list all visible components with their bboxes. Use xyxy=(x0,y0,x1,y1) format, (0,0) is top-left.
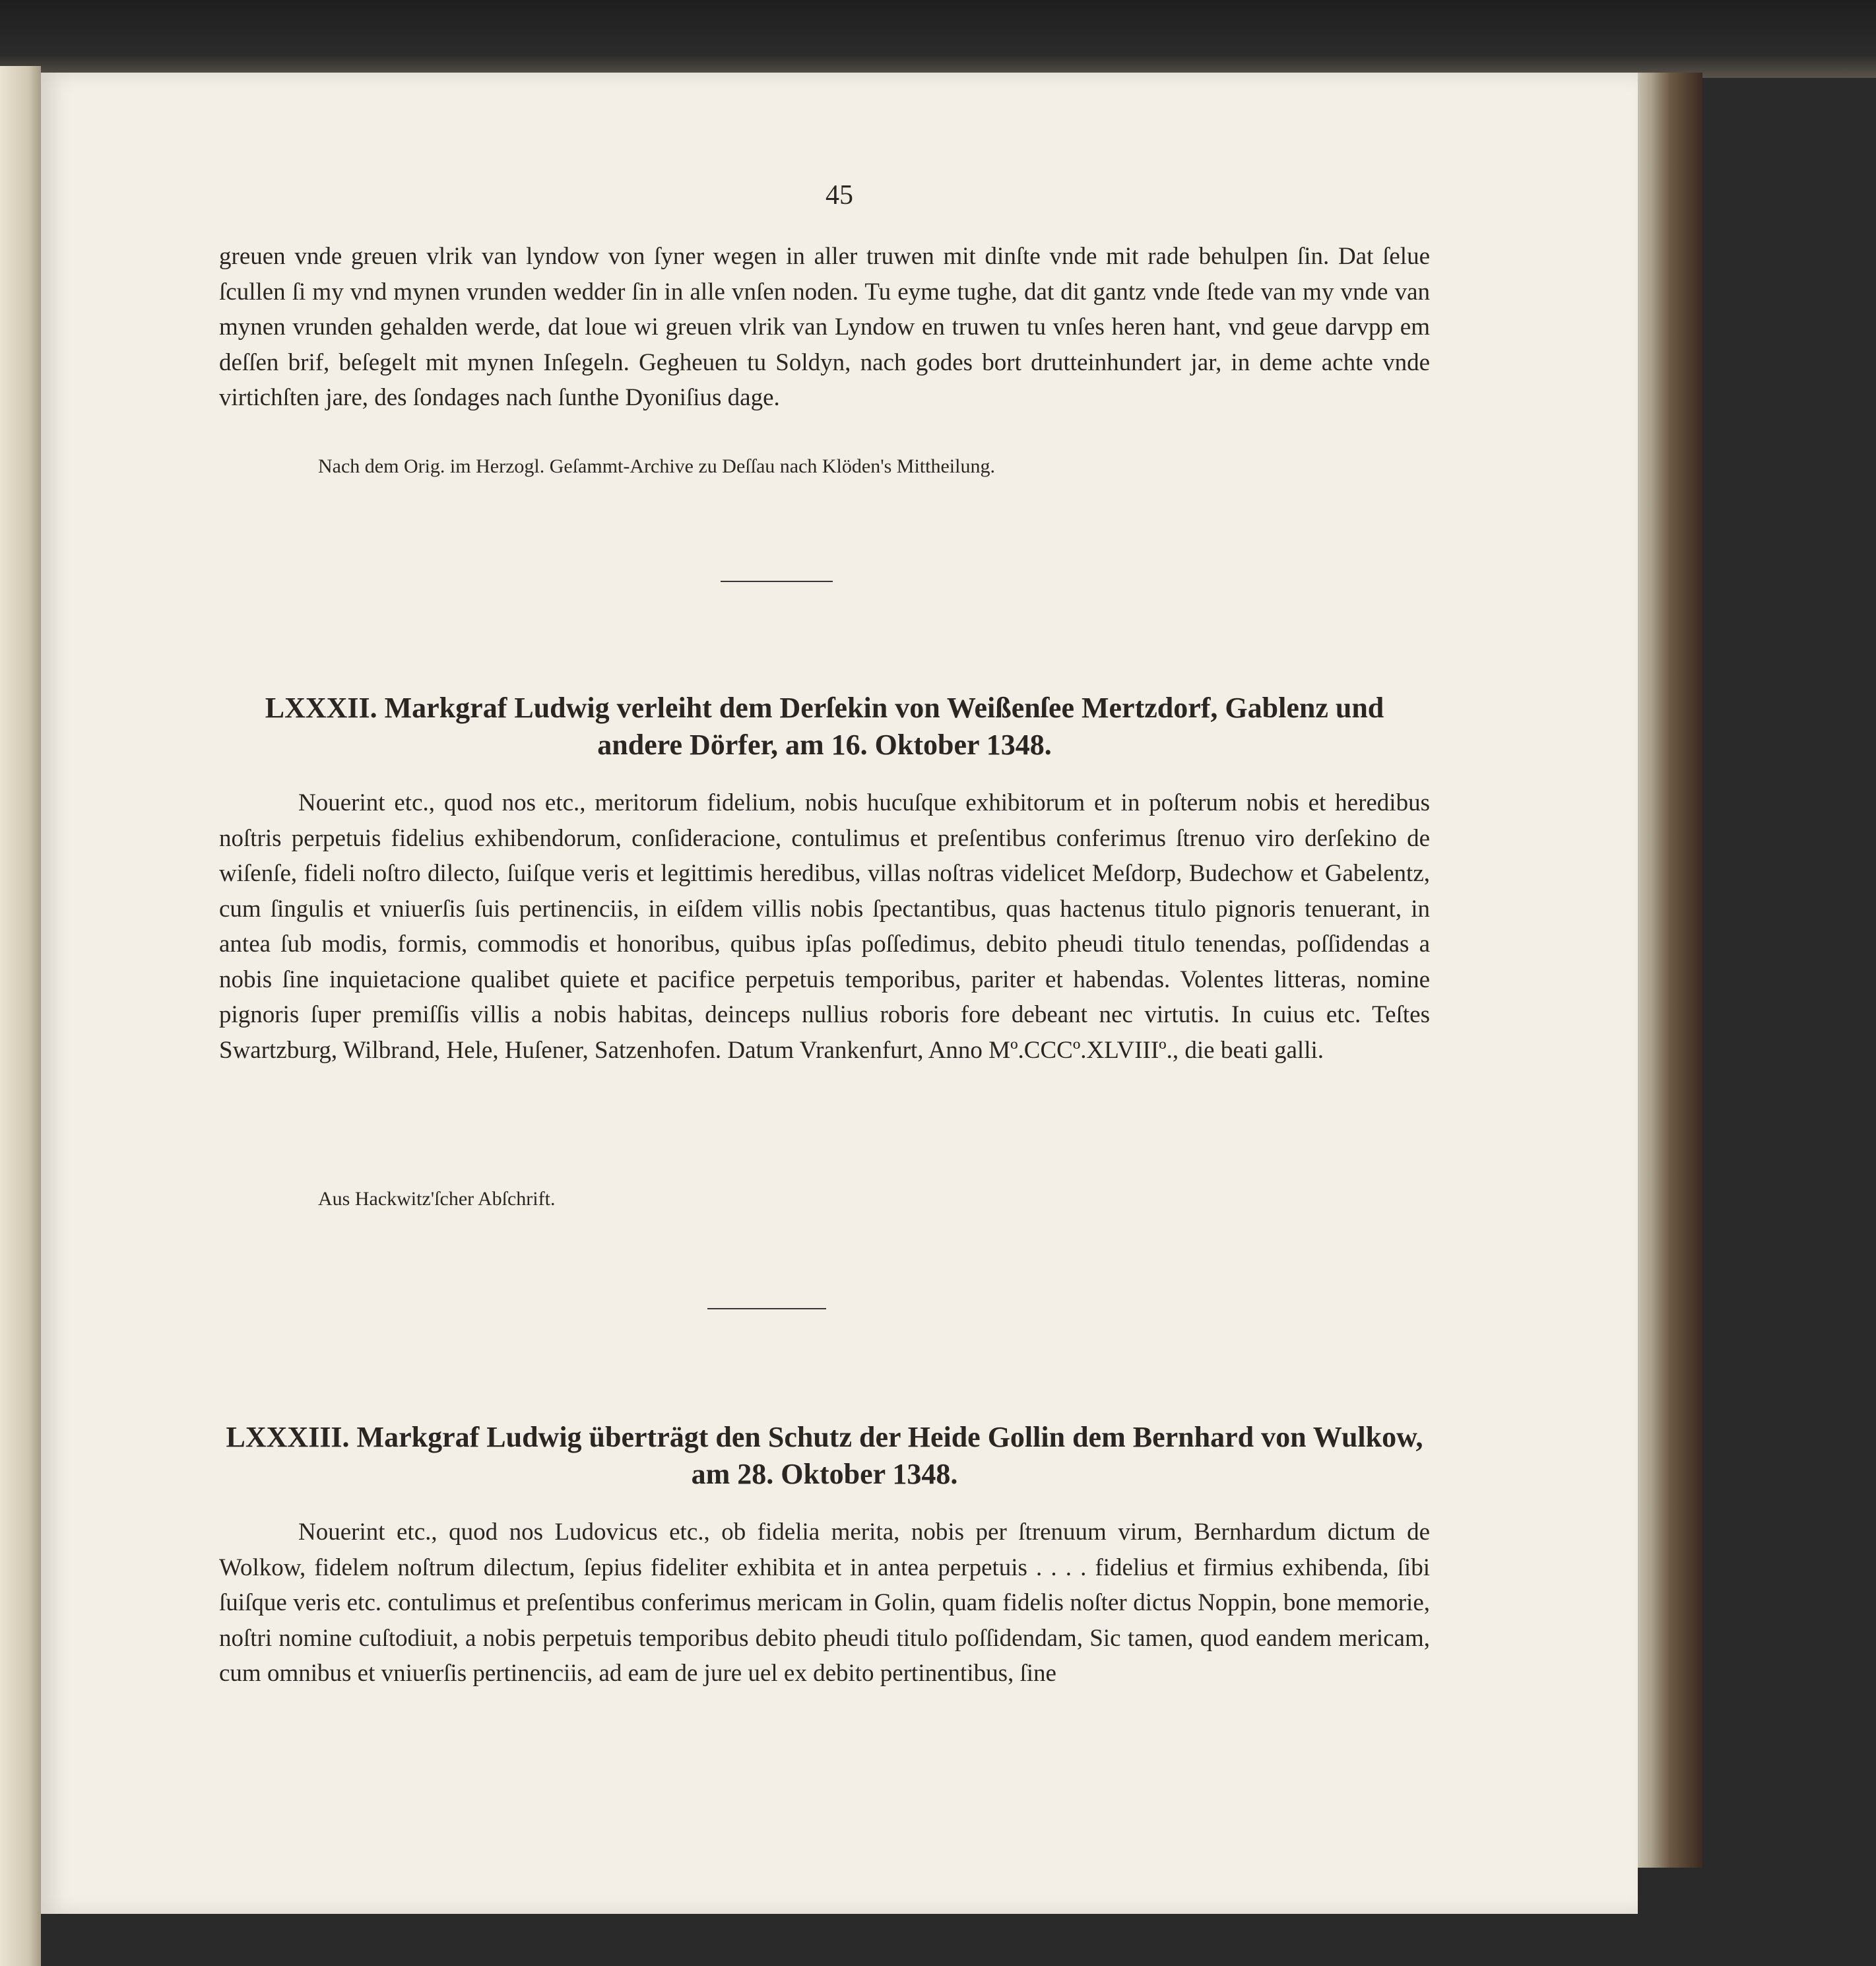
section-83-paragraph: Nouerint etc., quod nos Ludovicus etc., ob fidelia merita, nobis per ſtrenuum virum, Bernhardum dictum de Wolkow, fidelem noſtrum dilectum, ſepius fideliter exhibita et in antea perpetuis . . . . fidelius et firmius exhibenda, ſibi ſuiſque veris etc. contulimus et preſentibus conferimus mericam in Golin, quam fidelis noſter dictus Noppin, bone memorie, noſtri nomine cuſtodiuit, a nobis perpetuis temporibus debito pheudi titulo poſſidendam, Sic tamen, quod eandem mericam, cum omnibus et vniuerſis pertinenciis, ad eam de jure uel ex debito pertinentibus, ſine xyxy=(219,1519,1430,1687)
section-divider-1 xyxy=(721,581,833,582)
book-edge xyxy=(1630,73,1702,1868)
page-number: 45 xyxy=(825,180,853,211)
continuation-text xyxy=(219,239,1430,416)
section-82-body xyxy=(219,785,1430,1068)
section-82-heading: LXXXII. Markgraf Ludwig verleiht dem Derſekin von Weißenſee Mertzdorf, Gablenz und andere Dörfer, am 16. Oktober 1348. xyxy=(265,692,1384,761)
section-82-paragraph: Nouerint etc., quod nos etc., meritorum fidelium, nobis hucuſque exhibitorum et in poſterum nobis et heredibus noſtris perpetuis fidelius exhibendorum, conſideracione, contulimus et preſentibus conferimus ſtrenuo viro derſekino de wiſenſe, fideli noſtro dilecto, ſuiſque veris et legittimis heredibus, villas noſtras videlicet Meſdorp, Budechow et Gabelentz, cum ſingulis et vniuerſis ſuis pertinenciis, in eiſdem villis nobis ſpectantibus, quas hactenus titulo pignoris tenuerant, in antea ſub modis, formis, commodis et honoribus, quibus ipſas poſſedimus, debito pheudi titulo tenendas, poſſidendas a nobis ſine inquietacione qualibet quiete et pacifice perpetuis temporibus, pariter et habendas. Volentes litteras, nomine pignoris ſuper premiſſis villis a nobis habitas, deinceps nullius roboris fore debeant nec virtutis. In cuius etc. Teſtes Swartzburg, Wilbrand, Hele, Huſener, Satzenhofen. Datum Vrankenfurt, Anno Mº.CCCº.XLVIIIº., die beati galli. xyxy=(219,789,1430,1064)
section-83-heading: LXXXIII. Markgraf Ludwig überträgt den Schutz der Heide Gollin dem Bernhard von Wulkow, am 28. Oktober 1348. xyxy=(226,1421,1423,1490)
source-note-1: Nach dem Orig. im Herzogl. Geſammt-Archive zu Deſſau nach Klöden's Mittheilung. xyxy=(318,455,995,477)
top-background xyxy=(0,0,1876,78)
book-page xyxy=(41,73,1638,1914)
source-note-2: Aus Hackwitz'ſcher Abſchrift. xyxy=(318,1188,556,1210)
left-page-edge xyxy=(0,66,41,1966)
section-divider-2 xyxy=(707,1308,826,1309)
section-83-body xyxy=(219,1515,1430,1691)
continuation-paragraph: greuen vnde greuen vlrik van lyndow von ſyner wegen in aller truwen mit dinſte vnde mit rade behulpen ſin. Dat ſelue ſcullen ſi my vnd mynen vrunden wedder ſin in alle vnſen noden. Tu eyme tughe, dat dit gantz vnde ſtede van my vnde van mynen vrunden gehalden werde, dat loue wi greuen vlrik van Lyndow en truwen tu vnſes heren hant, vnd geue darvpp em deſſen brif, beſegelt mit mynen Inſegeln. Gegheuen tu Soldyn, nach godes bort drutteinhundert jar, in deme achte vnde virtichſten jare, des ſondages nach ſunthe Dyoniſius dage. xyxy=(219,243,1430,411)
